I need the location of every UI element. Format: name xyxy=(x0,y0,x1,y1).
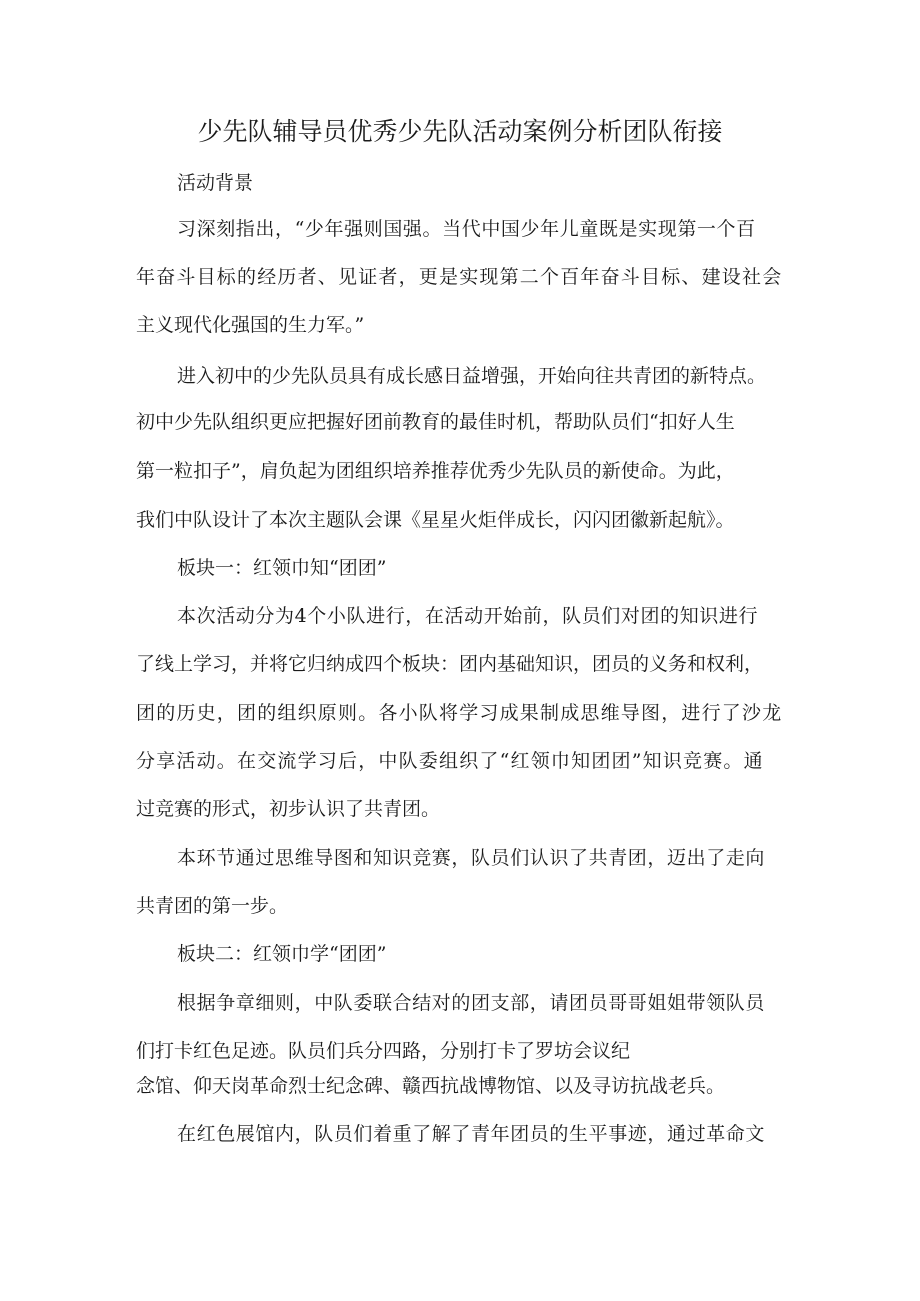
paragraph-line: 进入初中的少先队员具有成长感日益增强，开始向往共青团的新特点。 xyxy=(177,365,767,387)
paragraph-line: 习深刻指出，“少年强则国强。当代中国少年儿童既是实现第一个百 xyxy=(177,218,756,240)
paragraph-line: 们打卡红色足迹。队员们兵分四路，分别打卡了罗坊会议纪 xyxy=(136,1040,631,1062)
section-heading-block-two: 板块二：红领巾学“团团” xyxy=(177,943,387,965)
paragraph-line: 共青团的第一步。 xyxy=(136,895,289,917)
paragraph-line: 本环节通过思维导图和知识竞赛，队员们认识了共青团，迈出了走向 xyxy=(177,847,766,869)
paragraph-line: 在红色展馆内，队员们着重了解了青年团员的生平事迹，通过革命文 xyxy=(177,1123,766,1145)
section-heading-background: 活动背景 xyxy=(177,172,254,194)
paragraph-line: 分享活动。在交流学习后，中队委组织了“红领巾知团团”知识竞赛。通 xyxy=(136,750,764,772)
paragraph-line: 团的历史，团的组织原则。各小队将学习成果制成思维导图，进行了沙龙 xyxy=(136,702,783,724)
paragraph-line: 第一粒扣子”，肩负起为团组织培养推荐优秀少先队员的新使命。为此， xyxy=(136,460,735,482)
paragraph-line: 本次活动分为4个小队进行，在活动开始前，队员们对团的知识进行 xyxy=(177,605,759,627)
paragraph-line: 念馆、仰天岗革命烈士纪念碑、赣西抗战博物馆、以及寻访抗战老兵。 xyxy=(136,1075,726,1097)
paragraph-line: 根据争章细则，中队委联合结对的团支部，请团员哥哥姐姐带领队员 xyxy=(177,992,766,1014)
paragraph-line: 我们中队设计了本次主题队会课《星星火炬伴成长，闪闪团徽新起航》。 xyxy=(136,509,735,531)
document-title: 少先队辅导员优秀少先队活动案例分析团队衔接 xyxy=(197,117,723,146)
paragraph-line: 主义现代化强国的生力军。” xyxy=(136,314,365,336)
section-heading-block-one: 板块一：红领巾知“团团” xyxy=(177,557,387,579)
paragraph-line: 年奋斗目标的经历者、见证者，更是实现第二个百年奋斗目标、建设社会 xyxy=(136,266,783,288)
paragraph-line: 初中少先队组织更应把握好团前教育的最佳时机，帮助队员们“扣好人生 xyxy=(136,411,735,433)
paragraph-line: 过竞赛的形式，初步认识了共青团。 xyxy=(136,798,441,820)
paragraph-line: 了线上学习，并将它归纳成四个板块：团内基础知识，团员的义务和权利， xyxy=(136,653,764,675)
